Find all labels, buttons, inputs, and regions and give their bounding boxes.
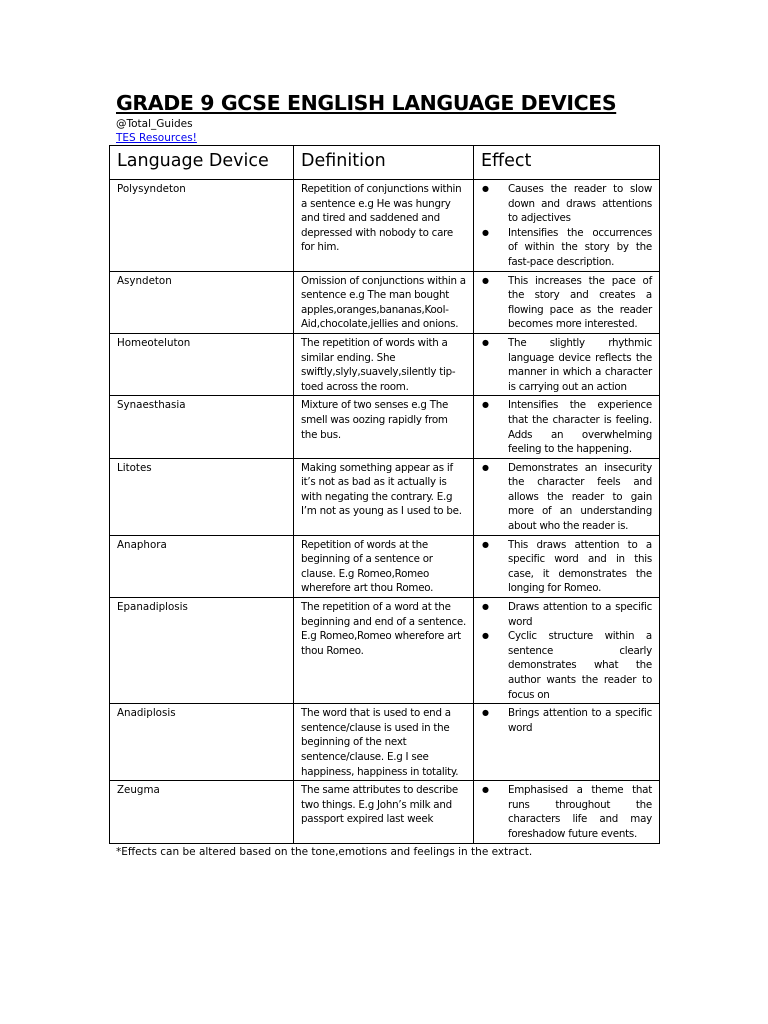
- effect-item: ● Cyclic structure within a sentence clearly demonstrates what the author wants the reader to focus on: [481, 629, 652, 702]
- device-effects: [474, 535, 660, 597]
- table-row: [110, 535, 660, 597]
- effect-item: ● Demonstrates an insecurity the character feels and allows the reader to gain more of an understanding about who the reader is.: [481, 461, 652, 534]
- device-definition: Omission of conjunctions within a sentence e.g The man bought apples,oranges,bananas,Kool-Aid,chocolate,jellies and onions.: [294, 271, 474, 333]
- device-definition: Making something appear as if it’s not as bad as it actually is with negating the contrary. E.g I’m not as young as I used to be.: [294, 458, 474, 535]
- device-definition: The repetition of a word at the beginning and end of a sentence. E.g Romeo,Romeo wherefore art thou Romeo.: [294, 598, 474, 704]
- device-name: Epanadiplosis: [110, 598, 294, 704]
- device-name: Synaesthasia: [110, 396, 294, 458]
- table-row: [110, 598, 660, 704]
- effects-list: [481, 461, 652, 534]
- device-effects: [474, 396, 660, 458]
- device-name: Litotes: [110, 458, 294, 535]
- effect-item: ● Brings attention to a specific word: [481, 706, 652, 735]
- device-name: Asyndeton: [110, 271, 294, 333]
- device-effects: [474, 180, 660, 272]
- table-row: [110, 396, 660, 458]
- device-name: Homeoteluton: [110, 333, 294, 395]
- device-definition: The repetition of words with a similar ending. She swiftly,slyly,suavely,silently tip-toed across the room.: [294, 333, 474, 395]
- effects-list: [481, 336, 652, 394]
- effects-list: [481, 398, 652, 456]
- table-row: [110, 704, 660, 781]
- device-name: Anadiplosis: [110, 704, 294, 781]
- effects-list: [481, 538, 652, 596]
- tes-resources-link[interactable]: TES Resources!: [116, 132, 197, 144]
- device-effects: [474, 458, 660, 535]
- effect-item: ● This draws attention to a specific word and in this case, it demonstrates the longing for Romeo.: [481, 538, 652, 596]
- language-devices-table: [109, 145, 660, 844]
- device-name: Polysyndeton: [110, 180, 294, 272]
- effect-item: ● Causes the reader to slow down and draws attentions to adjectives: [481, 182, 652, 226]
- device-definition: Mixture of two senses e.g The smell was oozing rapidly from the bus.: [294, 396, 474, 458]
- effects-list: [481, 600, 652, 702]
- effects-list: [481, 783, 652, 841]
- device-definition: Repetition of words at the beginning of a sentence or clause. E.g Romeo,Romeo wherefore art thou Romeo.: [294, 535, 474, 597]
- device-definition: Repetition of conjunctions within a sentence e.g He was hungry and tired and saddened and depressed with nobody to care for him.: [294, 180, 474, 272]
- table-row: [110, 781, 660, 843]
- device-effects: [474, 333, 660, 395]
- footnote: *Effects can be altered based on the tone,emotions and feelings in the extract.: [116, 845, 533, 858]
- effect-item: ● Emphasised a theme that runs throughout the characters life and may foreshadow future events.: [481, 783, 652, 841]
- document-page: [116, 91, 658, 859]
- effect-item: ● The slightly rhythmic language device reflects the manner in which a character is carrying out an action: [481, 336, 652, 394]
- effects-list: [481, 706, 652, 735]
- effects-list: [481, 274, 652, 332]
- device-effects: [474, 271, 660, 333]
- effect-item: ● Draws attention to a specific word: [481, 600, 652, 629]
- device-definition: The same attributes to describe two things. E.g John’s milk and passport expired last week: [294, 781, 474, 843]
- table-row: [110, 333, 660, 395]
- effect-item: ● Intensifies the experience that the character is feeling. Adds an overwhelming feeling to the happening.: [481, 398, 652, 456]
- table-header-row: [110, 146, 660, 180]
- effects-list: [481, 182, 652, 270]
- header-language-device: Language Device: [110, 146, 294, 180]
- header-effect: Effect: [474, 146, 660, 180]
- author-handle: @Total_Guides: [116, 118, 193, 130]
- device-effects: [474, 781, 660, 843]
- device-effects: [474, 598, 660, 704]
- device-definition: The word that is used to end a sentence/clause is used in the beginning of the next sentence/clause. E.g I see happiness, happiness in totality.: [294, 704, 474, 781]
- header-definition: Definition: [294, 146, 474, 180]
- document-title: GRADE 9 GCSE ENGLISH LANGUAGE DEVICES: [116, 91, 617, 115]
- device-effects: [474, 704, 660, 781]
- device-name: Anaphora: [110, 535, 294, 597]
- table-row: [110, 458, 660, 535]
- effect-item: ● Intensifies the occurrences of within the story by the fast-pace description.: [481, 226, 652, 270]
- effect-item: ● This increases the pace of the story and creates a flowing pace as the reader becomes more interested.: [481, 274, 652, 332]
- table-row: [110, 271, 660, 333]
- table-row: [110, 180, 660, 272]
- device-name: Zeugma: [110, 781, 294, 843]
